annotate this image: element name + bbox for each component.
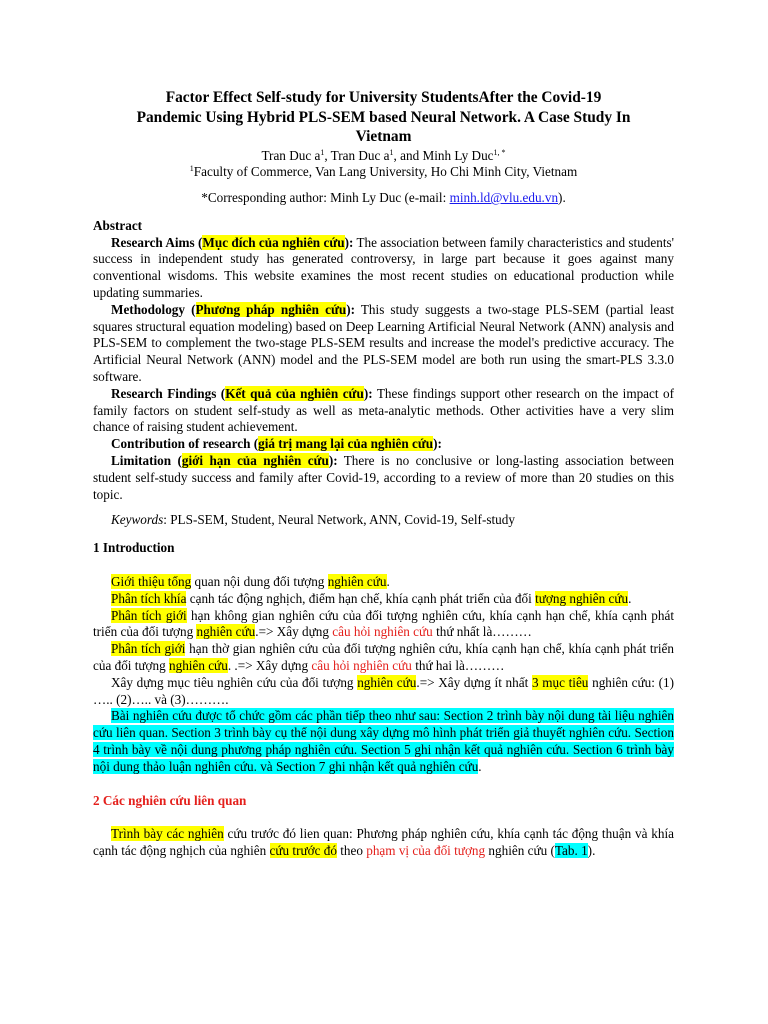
intro-paragraph: Phân tích giới hạn không gian nghiên cứu của đối tượng nghiên cứu, khía cạnh hạn chế, khía cạnh phát triển của đối tượng nghiên cứu.=> Xây dựng câu hỏi nghiên cứu thứ nhất là……… <box>93 607 675 640</box>
abstract-contribution: Contribution of research (giá trị mang lại của nghiên cứu): <box>111 436 442 452</box>
intro-paragraph: Giới thiệu tổng quan nội dung đối tượng nghiên cứu. <box>111 574 390 590</box>
abstract-limitation: Limitation (giới hạn của nghiên cứu): There is no conclusive or long-lasting association between student self-study success and family after Covid-19, according to a review of more than 20 studies on this topic. <box>93 453 674 502</box>
abstract-research-findings: Research Findings (Kết quả của nghiên cứu): These findings support other research on the impact of family factors on student self-study as well as meta-analytic methods. Other activities have a very slim chance of raising student achievement. <box>93 385 674 435</box>
affiliation: $^1$Faculty of Commerce, Van Lang University, Ho Chi Minh City, Vietnam <box>189 164 578 180</box>
intro-paragraph: Phân tích giới hạn thờ gian nghiên cứu của đối tượng nghiên cứu, khía cạnh hạn chế, khía cạnh phát triển của đối tượng nghiên cứu. .=> Xây dựng câu hỏi nghiên cứu thứ hai là……… <box>93 641 675 674</box>
intro-paragraph: Bài nghiên cứu được tổ chức gồm các phần tiếp theo như sau: Section 2 trình bày nội dung tài liệu nghiên cứu liên quan. Section 3 trình bày cụ thể nội dung xây dựng mô hình phát triển giả thuyết nghiên cứu. Section 4 trình bày về nội dung phương pháp nghiên cứu. Section 5 ghi nhận kết quả nghiên cứu. Section 6 trình bày nội dung thảo luận nghiên cứu. và Section 7 ghi nhận kết quả nghiên cứu. <box>93 708 674 774</box>
abstract-methodology: Methodology (Phương pháp nghiên cứu): This study suggests a two-stage PLS-SEM (partial least squares structural equation modeling) based on Deep Learning Artificial Neural Network (ANN) analysis and PLS-SEM to complement the two-stage PLS-SEM results and increase the model's predictive accuracy. The Artificial Neural Network (ANN) model and the PLS-SEM model are both run using the smart-PLS 3.3.0 software. <box>93 301 674 385</box>
abstract-research-aims: Research Aims (Mục đích của nghiên cứu): The association between family characteristics and students' success in independent study has generated controversy, in large part because it goes against many conventional wisdoms. This website examines the most recent studies on educational production while updating summaries. <box>93 234 675 301</box>
title-line: Vietnam <box>355 128 412 145</box>
email-link[interactable]: minh.ld@vlu.edu.vn <box>449 190 559 206</box>
table-reference-link[interactable]: Tab. 1 <box>554 843 588 859</box>
title-line: Pandemic Using Hybrid PLS-SEM based Neural Network. A Case Study In <box>136 108 631 126</box>
section-heading-introduction: 1 Introduction <box>93 540 175 556</box>
abstract-heading: Abstract <box>93 217 143 233</box>
title-line: Factor Effect Self-study for University StudentsAfter the Covid-19 <box>165 89 602 106</box>
author-line: Tran Duc $a^1$, Tran Duc $a^1$, and Minh Ly Duc$^{1, *}$ <box>261 147 506 163</box>
paper-title <box>93 88 674 147</box>
related-work-paragraph: Trình bày các nghiên cứu trước đó lien quan: Phương pháp nghiên cứu, khía cạnh tác động thuận và khía cạnh tác động nghịch của nghiên cứu trước đó theo phạm vị của đối tượng nghiên cứu (Tab. 1). <box>93 826 674 859</box>
document-page <box>93 88 674 860</box>
corresponding-author: *Corresponding author: Minh Ly Duc (e-mail: minh.ld@vlu.edu.vn). <box>201 190 566 206</box>
keywords: Keywords: PLS-SEM, Student, Neural Network, ANN, Covid-19, Self-study <box>111 512 515 528</box>
section-heading-related-work: 2 Các nghiên cứu liên quan <box>93 792 247 808</box>
intro-paragraph: Phân tích khía cạnh tác động nghịch, điểm hạn chế, khía cạnh phát triển của đối tượng nghiên cứu. <box>111 590 632 606</box>
intro-paragraph: Xây dựng mục tiêu nghiên cứu của đối tượng nghiên cứu.=> Xây dựng ít nhất 3 mục tiêu nghiên cứu: (1) ….. (2)….. và (3)………. <box>93 674 675 707</box>
